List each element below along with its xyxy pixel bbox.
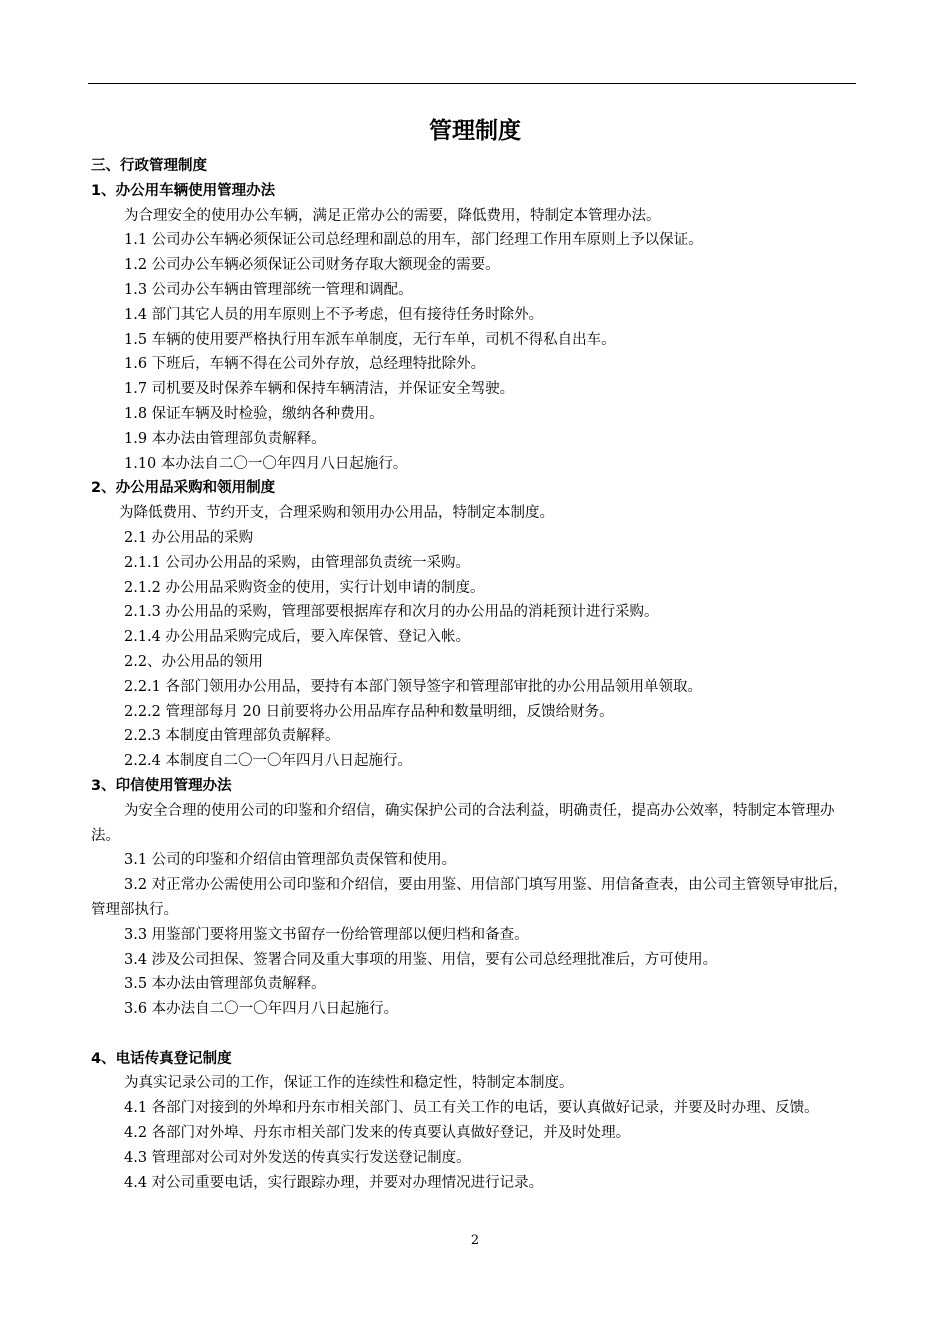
s4-item: 4.4 对公司重要电话，实行跟踪办理，并要对办理情况进行记录。 — [124, 1174, 544, 1191]
section-spacer — [91, 1022, 859, 1047]
s1-item: 1.10 本办法自二〇一〇年四月八日起施行。 — [124, 455, 408, 472]
s2-item: 2.2.1 各部门领用办公用品，要持有本部门领导签字和管理部审批的办公用品领用单领取。 — [124, 678, 702, 695]
s2-item: 2.1 办公用品的采购 — [124, 529, 254, 546]
s3-item: 3.1 公司的印鉴和介绍信由管理部负责保管和使用。 — [124, 852, 457, 869]
s3-item: 3.5 本办法由管理部负责解释。 — [124, 976, 326, 993]
page-number: 2 — [470, 1233, 480, 1248]
s1-item: 1.9 本办法由管理部负责解释。 — [124, 430, 326, 447]
s2-item: 2.1.4 办公用品采购完成后，要入库保管、登记入帐。 — [124, 629, 471, 646]
s2-item: 2.1.2 办公用品采购资金的使用，实行计划申请的制度。 — [124, 579, 485, 596]
s2-item: 2.2.4 本制度自二〇一〇年四月八日起施行。 — [124, 753, 413, 770]
s3-intro: 为安全合理的使用公司的印鉴和介绍信，确实保护公司的合法利益，明确责任，提高办公效率，特制定本管理办法。 — [91, 802, 835, 844]
s4-intro: 为真实记录公司的工作，保证工作的连续性和稳定性，特制定本制度。 — [124, 1075, 574, 1092]
s1-item: 1.5 车辆的使用要严格执行用车派车单制度，无行车单，司机不得私自出车。 — [124, 331, 616, 348]
s3-item: 3.4 涉及公司担保、签署合同及重大事项的用鉴、用信，要有公司总经理批准后，方可使用。 — [124, 951, 718, 968]
s2-heading: 2、办公用品采购和领用制度 — [91, 480, 276, 497]
s1-item: 1.2 公司办公车辆必须保证公司财务存取大额现金的需要。 — [124, 257, 500, 274]
s4-item: 4.3 管理部对公司对外发送的传真实行发送登记制度。 — [124, 1149, 471, 1166]
s3-item: 3.2 对正常办公需使用公司印鉴和介绍信，要由用鉴、用信部门填写用鉴、用信备查表，由公司主管领导审批后，管理部执行。 — [91, 877, 848, 918]
s1-item: 1.4 部门其它人员的用车原则上不予考虑，但有接待任务时除外。 — [124, 306, 544, 323]
s4-item: 4.2 各部门对外埠、丹东市相关部门发来的传真要认真做好登记，并及时处理。 — [124, 1125, 631, 1142]
s4-heading: 4、电话传真登记制度 — [91, 1050, 232, 1067]
s1-item: 1.6 下班后，车辆不得在公司外存放，总经理特批除外。 — [124, 356, 486, 373]
s2-item: 2.2.2 管理部每月 20 日前要将办公用品库存品种和数量明细，反馈给财务。 — [124, 703, 614, 720]
header-rule — [88, 83, 856, 84]
s2-item: 2.2、办公用品的领用 — [124, 653, 264, 670]
s1-item: 1.1 公司办公车辆必须保证公司总经理和副总的用车，部门经理工作用车原则上予以保证。 — [124, 232, 703, 249]
s1-heading: 1、办公用车辆使用管理办法 — [91, 182, 276, 199]
s1-item: 1.8 保证车辆及时检验，缴纳各种费用。 — [124, 405, 384, 422]
s2-item: 2.2.3 本制度由管理部负责解释。 — [124, 728, 340, 745]
document-body — [91, 154, 859, 1195]
s3-heading: 3、印信使用管理办法 — [91, 777, 232, 794]
s1-item: 1.3 公司办公车辆由管理部统一管理和调配。 — [124, 281, 413, 298]
s2-intro: 为降低费用、节约开支，合理采购和领用办公用品，特制定本制度。 — [119, 505, 554, 522]
s4-item: 4.1 各部门对接到的外埠和丹东市相关部门、员工有关工作的电话，要认真做好记录，并要及时办理、反馈。 — [124, 1100, 819, 1117]
s3-item: 3.3 用鉴部门要将用鉴文书留存一份给管理部以便归档和备查。 — [124, 926, 529, 943]
s1-item: 1.7 司机要及时保养车辆和保持车辆清洁，并保证安全驾驶。 — [124, 381, 515, 398]
s3-item: 3.6 本办法自二〇一〇年四月八日起施行。 — [124, 1001, 399, 1018]
section-heading: 三、行政管理制度 — [91, 158, 207, 174]
page-title: 管理制度 — [429, 118, 521, 144]
s2-item: 2.1.3 办公用品的采购，管理部要根据库存和次月的办公用品的消耗预计进行采购。 — [124, 604, 659, 621]
s1-intro: 为合理安全的使用办公车辆，满足正常办公的需要，降低费用，特制定本管理办法。 — [124, 207, 661, 224]
s2-item: 2.1.1 公司办公用品的采购，由管理部负责统一采购。 — [124, 554, 471, 571]
